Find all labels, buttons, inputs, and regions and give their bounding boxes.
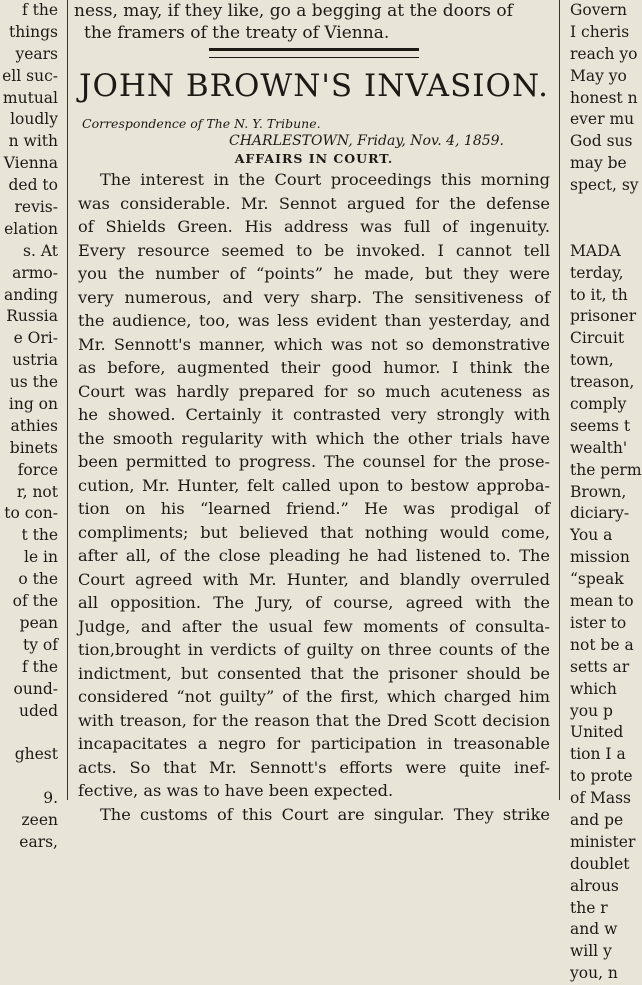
- column-text-line: minister: [570, 832, 636, 851]
- column-text-line: town,: [570, 351, 614, 370]
- column-text-line: years: [15, 44, 58, 63]
- column-text-line: will y: [570, 942, 612, 961]
- column-text-line: MADA: [570, 241, 621, 260]
- article-line: Every resource seemed to be invoked. I cannot tell: [78, 240, 550, 260]
- column-text-line: loudly: [10, 110, 58, 129]
- column-text-line: [0, 766, 60, 788]
- column-text-line: of Mass: [570, 789, 632, 808]
- column-text-line: Vienna: [3, 154, 58, 173]
- column-text-line: things: [8, 22, 58, 41]
- column-text-line: comply: [570, 395, 627, 414]
- article-line: compliments; but believed that nothing would come,: [78, 522, 550, 542]
- article-line: The customs of this Court are singular. They strike: [100, 804, 550, 824]
- article-line: Mr. Sennott's manner, which was not so demonstrative: [78, 334, 550, 354]
- column-text-line: [0, 722, 60, 744]
- column-text-line: honest n: [570, 88, 638, 107]
- column-text-line: to it, th: [570, 285, 628, 304]
- column-text-line: revis-: [14, 198, 58, 217]
- article-line: as before, augmented their good humor. I think the: [78, 358, 550, 377]
- column-text-line: [566, 197, 640, 219]
- column-text-line: and w: [570, 920, 618, 939]
- column-text-line: ister to: [570, 613, 627, 632]
- column-text-line: anding: [3, 285, 58, 304]
- column-text-line: Govern: [570, 1, 628, 19]
- column-text-line: the r: [570, 898, 608, 917]
- column-text-line: e Ori-: [13, 329, 58, 348]
- column-text-line: to prote: [570, 767, 633, 786]
- column-text-line: seems t: [570, 416, 631, 435]
- column-text-line: o the: [18, 570, 58, 589]
- correspondence-text: Correspondence of The N. Y. Tribune.: [82, 116, 321, 131]
- column-text-line: setts ar: [570, 657, 630, 676]
- article-line: you the number of “points” he made, but they were: [78, 264, 550, 283]
- column-text-line: to con-: [4, 504, 58, 523]
- column-text-line: “speak: [570, 570, 624, 589]
- left-column-fragment: [0, 0, 60, 851]
- column-text-line: of the: [12, 592, 58, 611]
- column-text-line: which: [570, 679, 617, 698]
- column-text-line: binets: [9, 438, 58, 457]
- column-text-line: mean to: [570, 592, 634, 611]
- article-line: Court was hardly prepared for so much acuteness as: [78, 381, 550, 401]
- column-text-line: alrous: [570, 876, 619, 895]
- article-line: of Shields Green. His address was full of ingenuity.: [78, 217, 550, 236]
- article-line: was considerable. Mr. Sennot argued for the defense: [78, 193, 550, 213]
- column-text-line: you p: [570, 701, 613, 720]
- column-text-line: f the: [21, 657, 58, 676]
- article-line: the audience, too, was less evident than yesterday, and: [78, 311, 550, 330]
- column-text-line: ell suc-: [2, 66, 58, 85]
- column-text-line: May yo: [570, 66, 627, 85]
- right-column-fragment: [566, 0, 642, 983]
- column-text-line: elation: [4, 219, 58, 238]
- column-text-line: ing on: [8, 395, 58, 414]
- column-text-line: s. At: [23, 241, 58, 260]
- column-text-line: God sus: [570, 132, 633, 151]
- column-text-line: you, n: [570, 964, 618, 983]
- article-line: cution, Mr. Hunter, felt called upon to bestow approba-: [78, 475, 550, 495]
- column-text-line: may be: [570, 154, 627, 173]
- article-column: [74, 0, 554, 824]
- article-line: Judge, and after the usual few moments of consulta-: [78, 616, 550, 636]
- article-line: considered “not guilty” of the first, which charged him: [78, 687, 550, 706]
- column-text-line: You a: [570, 526, 613, 545]
- article-line: Court agreed with Mr. Hunter, and blandly overruled: [78, 569, 550, 589]
- column-text-line: [566, 219, 640, 241]
- column-text-line: mission: [570, 548, 630, 567]
- column-text-line: terday,: [570, 263, 624, 282]
- preceding-text-line: ness, may, if they like, go a begging at the doors of: [74, 1, 513, 21]
- article-line: he showed. Certainly it contrasted very strongly with: [78, 405, 550, 424]
- column-text-line: United: [570, 723, 624, 742]
- column-text-line: ever mu: [570, 110, 635, 129]
- column-text-line: n with: [8, 132, 58, 151]
- section-divider: [209, 48, 419, 58]
- column-text-line: I cheris: [570, 22, 630, 41]
- article-line: fective, as was to have been expected.: [78, 781, 394, 800]
- column-text-line: prisoner: [570, 307, 637, 326]
- article-line: The interest in the Court proceedings this morning: [100, 170, 550, 189]
- article-line: after all, of the close pleading he had listened to. The: [78, 546, 550, 565]
- column-rule-left: [67, 0, 68, 800]
- article-line: with treason, for the reason that the Dred Scott decision: [78, 710, 550, 730]
- column-text-line: Brown,: [570, 482, 627, 501]
- column-text-line: spect, sy: [570, 176, 639, 195]
- column-text-line: ound-: [13, 679, 58, 698]
- column-text-line: zeen: [21, 810, 58, 829]
- article-line: tion,brought in verdicts of guilty on three counts of the: [78, 640, 550, 659]
- dateline: CHARLESTOWN, Friday, Nov. 4, 1859.: [229, 133, 504, 149]
- column-text-line: not be a: [570, 635, 634, 654]
- column-text-line: mutual: [2, 88, 58, 107]
- article-line: acts. So that Mr. Sennott's efforts were quite inef-: [78, 757, 550, 777]
- column-text-line: diciary-: [570, 504, 630, 523]
- column-text-line: Russia: [6, 307, 58, 326]
- article-line: indictment, but consented that the prisoner should be: [78, 663, 550, 683]
- column-text-line: ty of: [23, 635, 58, 654]
- column-text-line: force: [17, 460, 58, 479]
- article-headline: JOHN BROWN'S INVASION.: [79, 68, 549, 104]
- article-line: very numerous, and very sharp. The sensitiveness of: [78, 287, 550, 307]
- column-text-line: t the: [21, 526, 58, 545]
- correspondence-credit: [74, 116, 554, 132]
- column-text-line: athies: [10, 416, 58, 435]
- column-text-line: uded: [19, 701, 58, 720]
- column-text-line: and pe: [570, 810, 624, 829]
- column-text-line: f the: [21, 1, 58, 19]
- column-text-line: the perm: [570, 460, 642, 479]
- article-line: the smooth regularity with which the other trials have: [78, 428, 550, 448]
- column-text-line: ustria: [12, 351, 58, 370]
- article-line: incapacitates a negro for participation in treasonable: [78, 734, 550, 753]
- article-line: tion on his “learned friend.” He was prodigal of: [78, 499, 550, 518]
- article-body: [74, 168, 554, 826]
- column-text-line: 9.: [43, 789, 58, 808]
- column-text-line: reach yo: [570, 44, 638, 63]
- column-text-line: Circuit: [570, 329, 625, 348]
- column-text-line: ded to: [8, 176, 58, 195]
- column-text-line: ears,: [19, 832, 58, 851]
- article-line: been permitted to progress. The counsel for the prose-: [78, 452, 550, 471]
- preceding-text-line-2: the framers of the treaty of Vienna.: [84, 23, 390, 43]
- column-text-line: treason,: [570, 373, 635, 392]
- column-text-line: us the: [9, 373, 58, 392]
- column-text-line: doublet: [570, 854, 630, 873]
- article-subheading: AFFAIRS IN COURT.: [234, 151, 394, 166]
- column-rule-right: [559, 0, 560, 800]
- column-text-line: le in: [24, 548, 58, 567]
- column-text-line: wealth': [570, 438, 628, 457]
- column-text-line: armo-: [12, 263, 58, 282]
- article-line: all opposition. The Jury, of course, agreed with the: [78, 593, 550, 612]
- column-text-line: tion I a: [570, 745, 626, 764]
- column-text-line: r, not: [16, 482, 58, 501]
- column-text-line: ghest: [14, 745, 58, 764]
- column-text-line: pean: [19, 613, 58, 632]
